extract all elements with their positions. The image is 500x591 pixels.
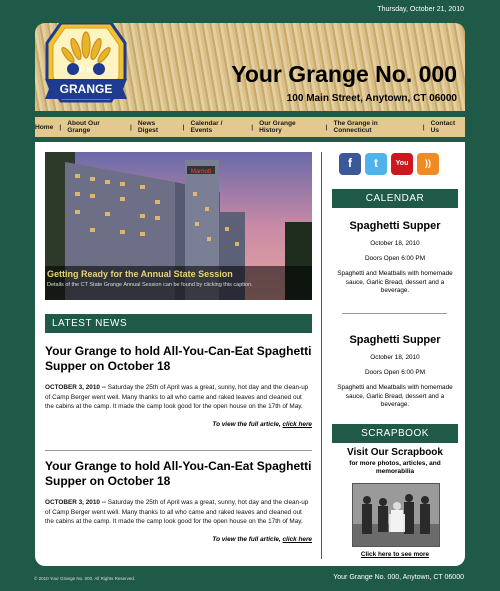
article-title[interactable]: Your Grange to hold All-You-Can-Eat Spaghetti Supper on October 18 — [45, 344, 312, 373]
article-link-prefix: To view the full article, — [212, 535, 281, 543]
event-time: Doors Open 6:00 PM — [364, 369, 426, 376]
hero-caption[interactable] — [45, 266, 312, 300]
article-body — [45, 383, 312, 412]
main-nav — [35, 117, 465, 137]
nav-separator: | — [59, 123, 62, 131]
latest-news-heading: LATEST NEWS — [45, 314, 312, 333]
article-dateline: OCTOBER 3, 2010 -- — [45, 384, 106, 391]
scrapbook-subtitle: for more photos, articles, and memorabilia — [349, 460, 441, 475]
nav-separator: | — [251, 123, 254, 131]
nav-separator: | — [325, 123, 328, 131]
calendar-event — [332, 334, 458, 410]
nav-contact[interactable]: Contact Us — [430, 120, 456, 134]
article-text: Saturday the 25th of April was a great, sunny, hot day and the clean-up of Camp Berger went well. Many thanks to all who came and raked leaves and cleaned out the cabins at the camp. It made the camp look good for the open house on the 17th of May. — [45, 499, 309, 525]
nav-separator: | — [130, 123, 132, 131]
nav-home[interactable]: Home — [35, 123, 54, 131]
event-date: October 18, 2010 — [370, 354, 420, 361]
social-links — [339, 153, 439, 175]
content-panel — [35, 142, 465, 566]
facebook-icon[interactable] — [339, 153, 361, 175]
nav-separator: | — [182, 123, 185, 131]
article-dateline: OCTOBER 3, 2010 -- — [45, 499, 106, 506]
site-title: Your Grange No. 000 — [231, 61, 457, 87]
site-header — [35, 23, 465, 111]
article-more — [45, 536, 312, 543]
copyright: © 2010 Your Grange No. 000. All Rights Reserved. — [34, 576, 136, 581]
left-column — [45, 152, 312, 300]
event-title[interactable]: Spaghetti Supper — [349, 334, 441, 346]
article-link[interactable]: click here — [282, 535, 312, 543]
article-body — [45, 498, 312, 527]
event-description: Spaghetti and Meatballs with homemade sauce, Garlic Bread, dessert and a beverage. — [337, 384, 453, 408]
article-link[interactable]: click here — [282, 420, 312, 428]
hero-sign: Marriott — [190, 169, 212, 175]
scrapbook-photo[interactable] — [352, 483, 440, 547]
nav-calendar[interactable]: Calendar / Events — [190, 120, 223, 134]
event-divider — [342, 313, 447, 314]
article-link-prefix: To view the full article, — [212, 420, 281, 428]
scrapbook-title[interactable]: Visit Our Scrapbook — [347, 447, 443, 458]
rss-icon[interactable] — [417, 153, 439, 175]
hero-title[interactable]: Getting Ready for the Annual State Session — [47, 269, 233, 279]
site-address: 100 Main Street, Anytown, CT 06000 — [286, 93, 457, 104]
current-date: Thursday, October 21, 2010 — [377, 6, 464, 13]
youtube-icon[interactable] — [391, 153, 413, 175]
facebook-glyph: f — [348, 156, 352, 170]
event-title[interactable]: Spaghetti Supper — [349, 220, 441, 232]
scrapbook-image — [353, 484, 439, 546]
footer-address: Your Grange No. 000, Anytown, CT 06000 — [333, 574, 464, 581]
hero-slideshow[interactable] — [45, 152, 312, 300]
twitter-glyph: t — [374, 156, 378, 170]
nav-news-digest[interactable]: News Digest — [137, 120, 159, 134]
column-divider — [321, 152, 322, 559]
twitter-icon[interactable] — [365, 153, 387, 175]
news-article — [45, 344, 312, 428]
scrapbook-heading: SCRAPBOOK — [332, 424, 458, 443]
event-date: October 18, 2010 — [370, 240, 420, 247]
nav-about[interactable]: About Our Grange — [67, 120, 100, 134]
nav-grange-ct[interactable]: The Grange in Connecticut — [333, 120, 378, 134]
article-text: Saturday the 25th of April was a great, sunny, hot day and the clean-up of Camp Berger went well. Many thanks to all who came and raked leaves and cleaned out the cabins at the camp. It made the camp look good for the open house on the 17th of May. — [45, 384, 309, 410]
logo-text: GRANGE — [59, 82, 113, 96]
event-time: Doors Open 6:00 PM — [364, 255, 426, 262]
event-description: Spaghetti and Meatballs with homemade sauce, Garlic Bread, dessert and a beverage. — [337, 270, 453, 294]
news-article — [45, 459, 312, 543]
rss-glyph: )) — [425, 158, 431, 168]
article-more — [45, 421, 312, 428]
calendar-heading: CALENDAR — [332, 189, 458, 208]
hero-description: Details of the CT State Grange Annual Session can be found by clicking this caption. — [47, 282, 253, 288]
article-divider — [45, 450, 312, 451]
logo-letters: P H — [79, 65, 93, 74]
nav-history[interactable]: Our Grange History — [259, 120, 296, 134]
scrapbook-link[interactable]: Click here to see more — [360, 551, 430, 558]
grange-logo[interactable] — [43, 23, 129, 109]
youtube-glyph: You — [395, 160, 409, 167]
nav-separator: | — [422, 123, 425, 131]
calendar-event — [332, 220, 458, 296]
article-title[interactable]: Your Grange to hold All-You-Can-Eat Spaghetti Supper on October 18 — [45, 459, 312, 488]
